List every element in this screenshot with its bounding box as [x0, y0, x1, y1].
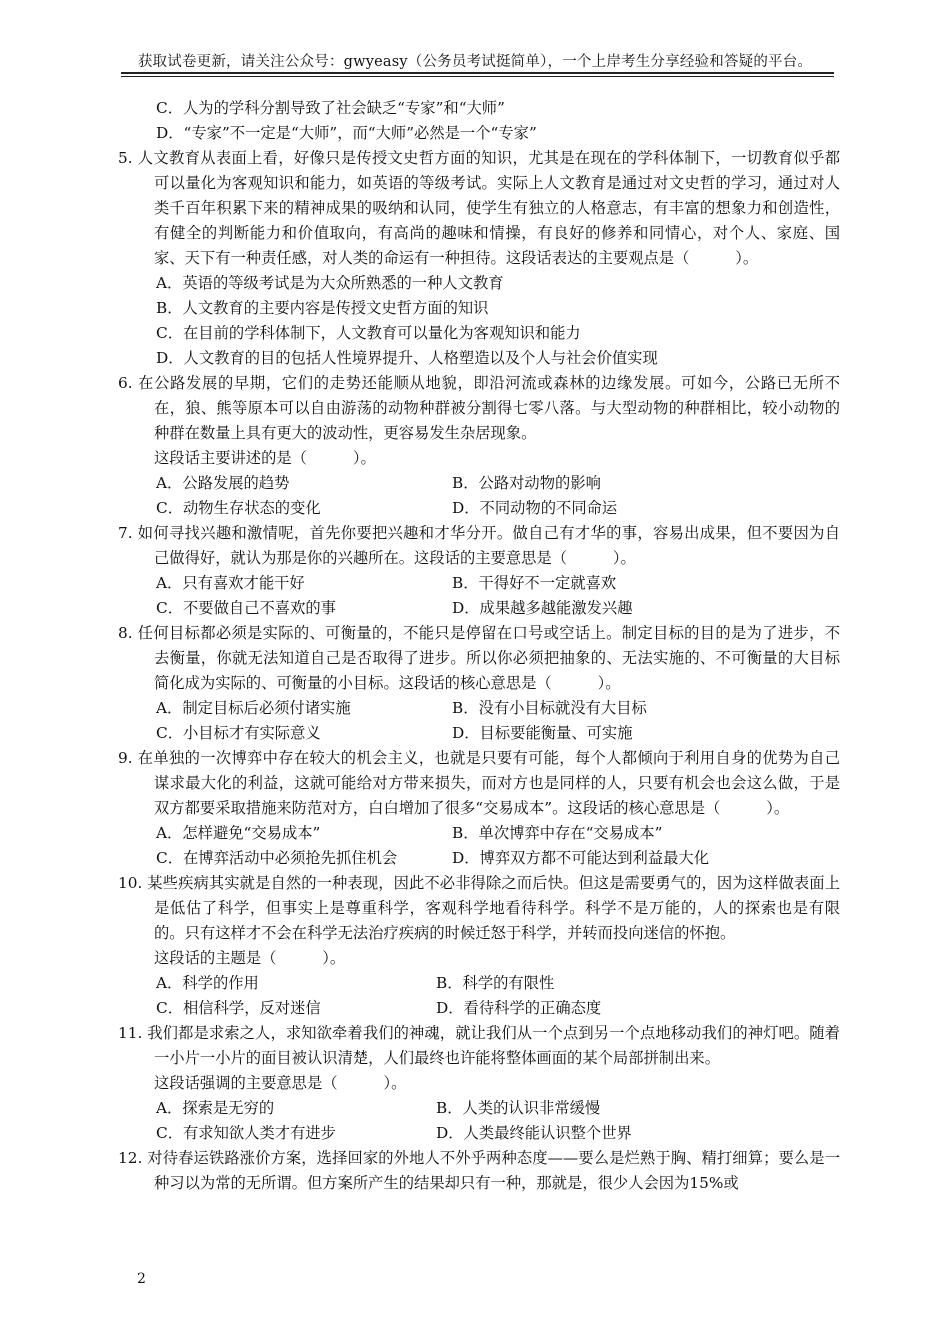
q7-option-d: D．成果越多越能激发兴趣	[452, 599, 633, 617]
header-rule-thin	[121, 76, 834, 77]
q10-option-b: B．科学的有限性	[436, 974, 555, 992]
question-8-text: 8. 任何目标都必须是实际的、可衡量的，不能只是停留在口号或空话上。制定目标的目的是为了进步，不去衡量，你就无法知道自己是否取得了进步。所以你必须把抽象的、无法实施的、不可衡量的大目标简化成为实际的、可衡量的小目标。这段话的核心意思是（ ）。	[118, 624, 840, 692]
q6-option-d: D．不同动物的不同命运	[452, 499, 618, 517]
q8-options-row-2	[118, 721, 840, 746]
q7-option-a: A．只有喜欢才能干好	[156, 574, 305, 592]
header-rule-thick	[121, 72, 834, 74]
q7-options-row-1	[118, 571, 840, 596]
question-6-stem: 这段话主要讲述的是（ ）。	[154, 449, 376, 467]
question-10-stem: 这段话的主题是（ ）。	[154, 949, 346, 967]
q6-options-row-1	[118, 471, 840, 496]
q6-option-b: B．公路对动物的影响	[452, 474, 601, 492]
q7-option-c: C．不要做自己不喜欢的事	[156, 599, 336, 617]
question-5-text: 5. 人文教育从表面上看，好像只是传授文史哲方面的知识，尤其是在现在的学科体制下，一切教育似乎都可以量化为客观知识和能力，如英语的等级考试。实际上人文教育是通过对文史哲的学习，通过对人类千百年积累下来的精神成果的吸纳和认同，使学生有独立的人格意志，有丰富的想象力和创造性，有健全的判断能力和价值取向，有高尚的趣味和情操，有良好的修养和同情心，对个人、家庭、国家、天下有一种责任感，对人类的命运有一种担待。这段话表达的主要观点是（ ）。	[118, 149, 840, 267]
q8-options-row-1	[118, 696, 840, 721]
prev-option-c: C．人为的学科分割导致了社会缺乏“专家”和“大师”	[156, 99, 505, 117]
q11-option-a: A．探索是无穷的	[156, 1099, 275, 1117]
q11-option-c: C．有求知欲人类才有进步	[156, 1124, 336, 1142]
prev-option-d: D．“专家”不一定是“大师”，而“大师”必然是一个“专家”	[156, 124, 537, 142]
q5-option-c: C．在目前的学科体制下，人文教育可以量化为客观知识和能力	[156, 324, 581, 342]
q8-option-d: D．目标要能衡量、可实施	[452, 724, 633, 742]
q7-options-row-2	[118, 596, 840, 621]
q9-option-d: D．博弈双方都不可能达到利益最大化	[452, 849, 710, 867]
q9-options-row-1	[118, 821, 840, 846]
q10-option-c: C．相信科学，反对迷信	[156, 999, 321, 1017]
q9-option-c: C．在博弈活动中必须抢先抓住机会	[156, 849, 398, 867]
q6-option-c: C．动物生存状态的变化	[156, 499, 321, 517]
page-header: 获取试卷更新，请关注公众号：gwyeasy（公务员考试挺简单），一个上岸考生分享经验和答疑的平台。	[137, 54, 813, 70]
q5-option-d: D．人文教育的目的包括人性境界提升、人格塑造以及个人与社会价值实现	[156, 349, 658, 367]
q9-option-b: B．单次博弈中存在“交易成本”	[452, 824, 663, 842]
q11-option-d: D．人类最终能认识整个世界	[436, 1124, 632, 1142]
q10-options-row-2	[118, 996, 840, 1021]
q5-option-a: A．英语的等级考试是为大众所熟悉的一种人文教育	[156, 274, 504, 292]
question-10-text: 10. 某些疾病其实就是自然的一种表现，因此不必非得除之而后快。但这是需要勇气的，因为这样做表面上是低估了科学，但事实上是尊重科学，客观科学地看待科学。科学不是万能的，人的探索也是有限的。只有这样才不会在科学无法治疗疾病的时候迁怒于科学，并转而投向迷信的怀抱。	[118, 874, 840, 942]
q11-options-row-2	[118, 1121, 840, 1146]
q8-option-a: A．制定目标后必须付诸实施	[156, 699, 351, 717]
q5-option-b: B．人文教育的主要内容是传授文史哲方面的知识	[156, 299, 489, 317]
q10-option-d: D．看待科学的正确态度	[436, 999, 602, 1017]
page-number: 2	[137, 1271, 146, 1287]
question-9-text: 9. 在单独的一次博弈中存在较大的机会主义，也就是只要有可能，每个人都倾向于利用自身的优势为自己谋求最大化的利益，这就可能给对方带来损失，而对方也是同样的人，只要有机会也会这么做，于是双方都要采取措施来防范对方，白白增加了很多“交易成本”。这段话的核心意思是（ ）。	[118, 749, 840, 817]
q11-option-b: B．人类的认识非常缓慢	[436, 1099, 601, 1117]
question-6-text: 6. 在公路发展的早期，它们的走势还能顺从地貌，即沿河流或森林的边缘发展。可如今，公路已无所不在，狼、熊等原本可以自由游荡的动物种群被分割得七零八落。与大型动物的种群相比，较小动物的种群在数量上具有更大的波动性，更容易发生杂居现象。	[118, 374, 840, 442]
q7-option-b: B．干得好不一定就喜欢	[452, 574, 617, 592]
q8-option-b: B．没有小目标就没有大目标	[452, 699, 647, 717]
q6-option-a: A．公路发展的趋势	[156, 474, 290, 492]
q8-option-c: C．小目标才有实际意义	[156, 724, 321, 742]
q11-options-row-1	[118, 1096, 840, 1121]
q10-options-row-1	[118, 971, 840, 996]
q9-options-row-2	[118, 846, 840, 871]
question-11-text: 11. 我们都是求索之人，求知欲牵着我们的神魂，就让我们从一个点到另一个点地移动我们的神灯吧。随着一小片一小片的面目被认识清楚，人们最终也许能将整体画面的某个局部拼制出来。	[118, 1024, 840, 1067]
question-11-stem: 这段话强调的主要意思是（ ）。	[154, 1074, 407, 1092]
question-7-text: 7. 如何寻找兴趣和激情呢，首先你要把兴趣和才华分开。做自己有才华的事，容易出成果，但不要因为自己做得好，就认为那是你的兴趣所在。这段话的主要意思是（ ）。	[118, 524, 840, 567]
q9-option-a: A．怎样避免“交易成本”	[156, 824, 321, 842]
exam-content	[118, 96, 840, 1196]
question-12-text: 12. 对待春运铁路涨价方案，选择回家的外地人不外乎两种态度——要么是烂熟于胸、精打细算；要么是一种习以为常的无所谓。但方案所产生的结果却只有一种，那就是，很少人会因为15%或	[118, 1149, 840, 1192]
q6-options-row-2	[118, 496, 840, 521]
q10-option-a: A．科学的作用	[156, 974, 259, 992]
